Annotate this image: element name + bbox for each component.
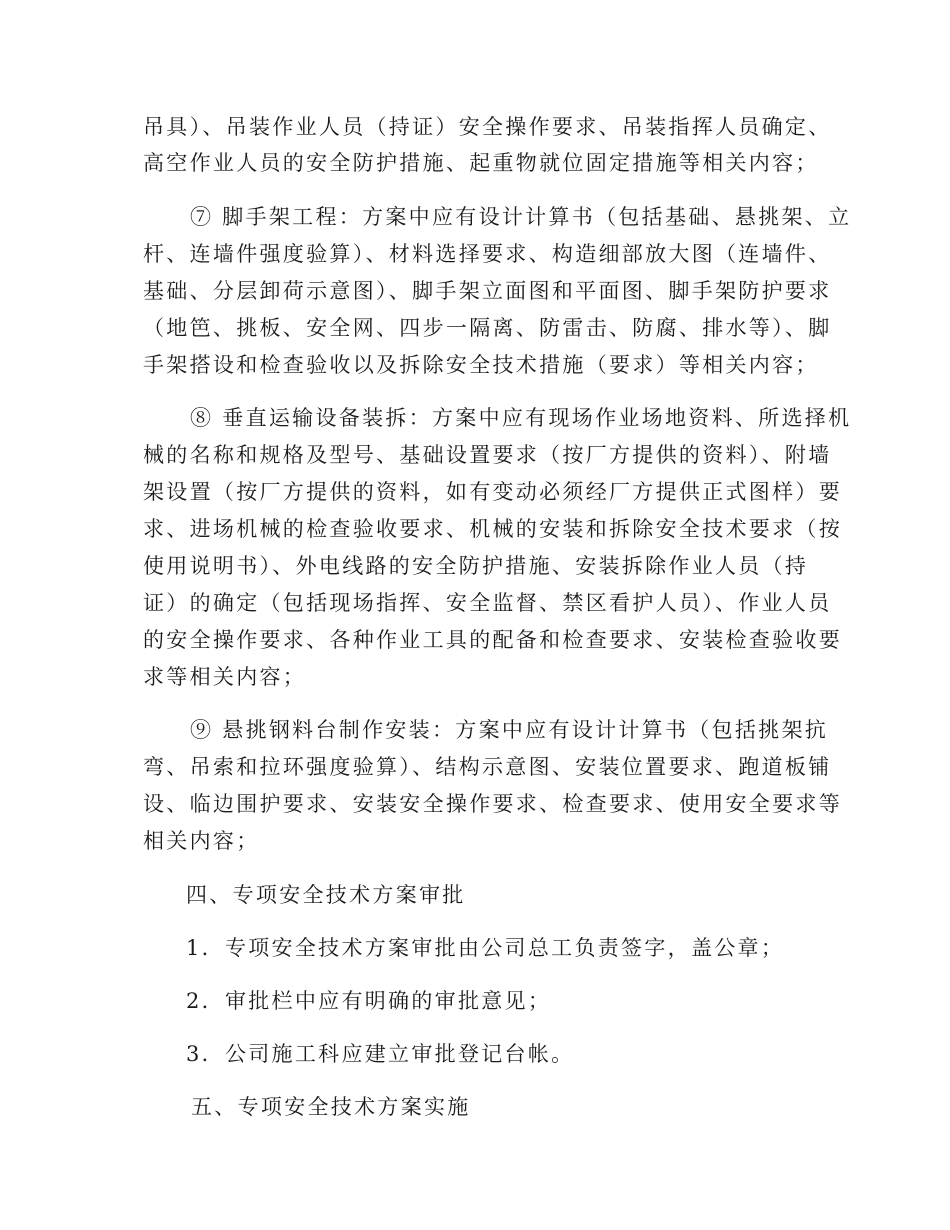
section-4-item-3: 3．公司施工科应建立审批登记台帐。 [186, 1042, 575, 1066]
paragraph-8-line-6: 证）的确定（包括现场指挥、安全监督、禁区看护人员）、作业人员 [143, 591, 832, 615]
section-4-item-2: 2．审批栏中应有明确的审批意见； [186, 989, 552, 1013]
paragraph-7-line-5: 手架搭设和检查验收以及拆除安全技术措施（要求）等相关内容； [143, 353, 819, 377]
paragraph-9-line-3: 设、临边围护要求、安装安全操作要求、检查要求、使用安全要求等 [143, 792, 842, 816]
paragraph-8-line-4: 求、进场机械的检查验收要求、机械的安装和拆除安全技术要求（按 [143, 517, 842, 541]
paragraph-7-line-2: 杆、连墙件强度验算）、材料选择要求、构造细部放大图（连墙件、 [143, 242, 832, 266]
section-4-item-1: 1．专项安全技术方案审批由公司总工负责签字，盖公章； [186, 936, 785, 960]
paragraph-7-line-1: ⑦ 脚手架工程：方案中应有设计计算书（包括基础、悬挑架、立 [190, 205, 852, 229]
paragraph-8-line-5: 使用说明书）、外电线路的安全防护措施、安装拆除作业人员（持 [143, 554, 809, 578]
paragraph-9-line-2: 弯、吊索和拉环强度验算）、结构示意图、安装位置要求、跑道板铺 [143, 755, 832, 779]
paragraph-6-line-1: 吊具）、吊装作业人员（持证）安全操作要求、吊装指挥人员确定、 [143, 115, 832, 139]
paragraph-6-line-2: 高空作业人员的安全防护措施、起重物就位固定措施等相关内容； [143, 151, 819, 175]
paragraph-9-line-1: ⑨ 悬挑钢料台制作安装：方案中应有设计计算书（包括挑架抗 [190, 718, 829, 742]
section-4-heading: 四、专项安全技术方案审批 [186, 883, 466, 907]
section-5-heading: 五、专项安全技术方案实施 [191, 1095, 471, 1119]
paragraph-8-line-8: 求等相关内容； [143, 665, 307, 689]
paragraph-8-line-2: 械的名称和规格及型号、基础设置要求（按厂方提供的资料）、附墙 [143, 443, 832, 467]
paragraph-8-line-3: 架设置（按厂方提供的资料，如有变动必须经厂方提供正式图样）要 [143, 480, 842, 504]
paragraph-7-line-4: （地笆、挑板、安全网、四步一隔离、防雷击、防腐、排水等）、脚 [143, 316, 832, 340]
paragraph-8-line-7: 的安全操作要求、各种作业工具的配备和检查要求、安装检查验收要 [143, 628, 842, 652]
paragraph-9-line-4: 相关内容； [143, 829, 260, 853]
paragraph-7-line-3: 基础、分层卸荷示意图）、脚手架立面图和平面图、脚手架防护要求 [143, 279, 832, 303]
paragraph-8-line-1: ⑧ 垂直运输设备装拆：方案中应有现场作业场地资料、所选择机 [190, 406, 852, 430]
